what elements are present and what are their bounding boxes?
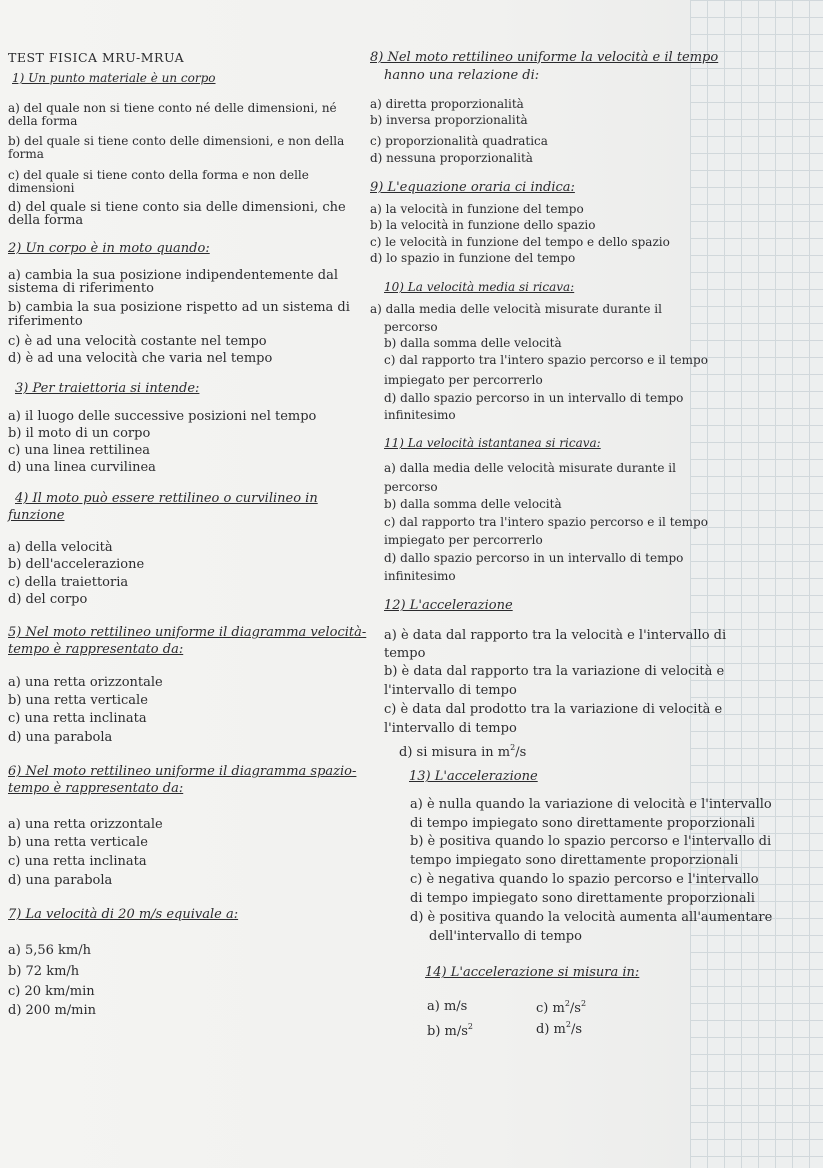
q13-option-d: d) è positiva quando la velocità aumenta all'aumentare (410, 910, 773, 925)
q11-option-a: a) dalla media delle velocità misurate durante il (384, 461, 676, 475)
q4-option-c: c) della traiettoria (8, 575, 129, 590)
q12-option-c: c) è data dal prodotto tra la variazione di velocità e (384, 702, 723, 717)
q2-option-a: a) cambia la sua posizione indipendentemente dal (8, 268, 339, 283)
q13-option-b-cont: tempo impiegato sono direttamente proporzionali (410, 853, 739, 868)
q3-option-d: d) una linea curvilinea (8, 460, 156, 475)
q3-option-b: b) il moto di un corpo (8, 426, 151, 441)
q11-option-a-cont: percorso (384, 480, 438, 494)
question-5-cont: tempo è rappresentato da: (8, 642, 184, 657)
q10-option-b: b) dalla somma delle velocità (384, 336, 562, 350)
q13-option-c-cont: di tempo impiegato sono direttamente proporzionali (410, 891, 755, 906)
q4-option-a: a) della velocità (8, 540, 113, 555)
q11-option-c: c) dal rapporto tra l'intero spazio percorso e il tempo (384, 515, 708, 529)
q9-option-b: b) la velocità in funzione dello spazio (370, 218, 596, 232)
question-4: 4) Il moto può essere rettilineo o curvilineo in (15, 491, 318, 506)
q7-option-d: d) 200 m/min (8, 1003, 97, 1018)
question-2: 2) Un corpo è in moto quando: (8, 241, 210, 256)
q11-option-c-cont: impiegato per percorrerlo (384, 533, 543, 547)
q10-option-d: d) dallo spazio percorso in un intervallo di tempo (384, 391, 684, 405)
q6-option-b: b) una retta verticale (8, 835, 148, 850)
q1-option-c: c) del quale si tiene conto della forma e non delle (8, 168, 309, 182)
question-8: 8) Nel moto rettilineo uniforme la velocità e il tempo (370, 50, 719, 65)
q5-option-d: d) una parabola (8, 730, 113, 745)
q9-option-c: c) le velocità in funzione del tempo e dello spazio (370, 235, 670, 249)
question-9: 9) L'equazione oraria ci indica: (370, 180, 575, 195)
question-13: 13) L'accelerazione (409, 769, 538, 784)
q10-option-a: a) dalla media delle velocità misurate durante il (370, 302, 662, 316)
q2-option-d: d) è ad una velocità che varia nel tempo (8, 351, 273, 366)
q12-option-a-cont: tempo (384, 646, 426, 661)
q4-option-b: b) dell'accelerazione (8, 557, 145, 572)
q2-option-c: c) è ad una velocità costante nel tempo (8, 334, 267, 349)
q12-option-c-cont: l'intervallo di tempo (384, 721, 517, 736)
q1-option-b-cont: forma (8, 147, 44, 161)
q1-option-a: a) del quale non si tiene conto né delle dimensioni, né (8, 101, 337, 115)
q7-option-c: c) 20 km/min (8, 984, 95, 999)
q5-option-c: c) una retta inclinata (8, 711, 147, 726)
q8-option-d: d) nessuna proporzionalità (370, 151, 533, 165)
question-12: 12) L'accelerazione (384, 598, 513, 613)
question-6-cont: tempo è rappresentato da: (8, 781, 184, 796)
question-14: 14) L'accelerazione si misura in: (425, 965, 640, 980)
q6-option-a: a) una retta orizzontale (8, 817, 163, 832)
q2-option-b-cont: riferimento (8, 314, 83, 329)
q9-option-d: d) lo spazio in funzione del tempo (370, 251, 576, 265)
q1-option-c-cont: dimensioni (8, 181, 75, 195)
q3-option-a: a) il luogo delle successive posizioni nel tempo (8, 409, 317, 424)
q7-option-a: a) 5,56 km/h (8, 943, 91, 958)
question-11: 11) La velocità istantanea si ricava: (384, 436, 601, 450)
question-3: 3) Per traiettoria si intende: (15, 381, 200, 396)
q1-option-d-cont: della forma (8, 213, 84, 228)
question-8-cont: hanno una relazione di: (384, 68, 540, 83)
q12-option-a: a) è data dal rapporto tra la velocità e l'intervallo di (384, 628, 727, 643)
q2-option-b: b) cambia la sua posizione rispetto ad un sistema di (8, 300, 350, 315)
q13-option-d-cont: dell'intervallo di tempo (429, 929, 582, 944)
q5-option-b: b) una retta verticale (8, 693, 148, 708)
q8-option-b: b) inversa proporzionalità (370, 113, 528, 127)
q6-option-c: c) una retta inclinata (8, 854, 147, 869)
q1-option-a-cont: della forma (8, 114, 78, 128)
q10-option-a-cont: percorso (384, 320, 438, 334)
question-10: 10) La velocità media si ricava: (384, 280, 575, 294)
q14-option-b: b) $m/s^2$ (427, 1022, 473, 1039)
q10-option-d-cont: infinitesimo (384, 408, 456, 422)
q12-option-b-cont: l'intervallo di tempo (384, 683, 517, 698)
q13-option-b: b) è positiva quando lo spazio percorso e l'intervallo di (410, 834, 772, 849)
q12-option-d: d) si misura in $m^2/s$ (399, 743, 527, 760)
graph-paper-background (690, 0, 823, 1168)
q11-option-d-cont: infinitesimo (384, 569, 456, 583)
q13-option-c: c) è negativa quando lo spazio percorso e l'intervallo (410, 872, 759, 887)
q3-option-c: c) una linea rettilinea (8, 443, 151, 458)
q8-option-c: c) proporzionalità quadratica (370, 134, 548, 148)
question-1: 1) Un punto materiale è un corpo (12, 71, 216, 85)
q8-option-a: a) diretta proporzionalità (370, 97, 524, 111)
q1-option-d: d) del quale si tiene conto sia delle dimensioni, che (8, 200, 346, 215)
q10-option-c-cont: impiegato per percorrerlo (384, 373, 543, 387)
q12-option-b: b) è data dal rapporto tra la variazione di velocità e (384, 664, 725, 679)
q13-option-a-cont: di tempo impiegato sono direttamente proporzionali (410, 816, 755, 831)
q11-option-b: b) dalla somma delle velocità (384, 497, 562, 511)
question-5: 5) Nel moto rettilineo uniforme il diagramma velocità- (8, 625, 367, 640)
q10-option-c: c) dal rapporto tra l'intero spazio percorso e il tempo (384, 353, 708, 367)
question-7: 7) La velocità di 20 m/s equivale a: (8, 907, 239, 922)
question-4-cont: funzione (8, 508, 65, 523)
page-title: TEST FISICA MRU-MRUA (8, 50, 185, 65)
q4-option-d: d) del corpo (8, 592, 88, 607)
q1-option-b: b) del quale si tiene conto delle dimensioni, e non della (8, 134, 345, 148)
q13-option-a: a) è nulla quando la variazione di velocità e l'intervallo (410, 797, 772, 812)
q11-option-d: d) dallo spazio percorso in un intervallo di tempo (384, 551, 684, 565)
q14-option-a: a) m/s (427, 999, 468, 1014)
q5-option-a: a) una retta orizzontale (8, 675, 163, 690)
question-6: 6) Nel moto rettilineo uniforme il diagramma spazio- (8, 764, 357, 779)
q7-option-b: b) 72 km/h (8, 964, 80, 979)
q2-option-a-cont: sistema di riferimento (8, 281, 154, 296)
q9-option-a: a) la velocità in funzione del tempo (370, 202, 584, 216)
q14-option-d: d) $m^2/s$ (536, 1020, 583, 1037)
q6-option-d: d) una parabola (8, 873, 113, 888)
q14-option-c: c) $m^2/s^2$ (536, 999, 587, 1016)
